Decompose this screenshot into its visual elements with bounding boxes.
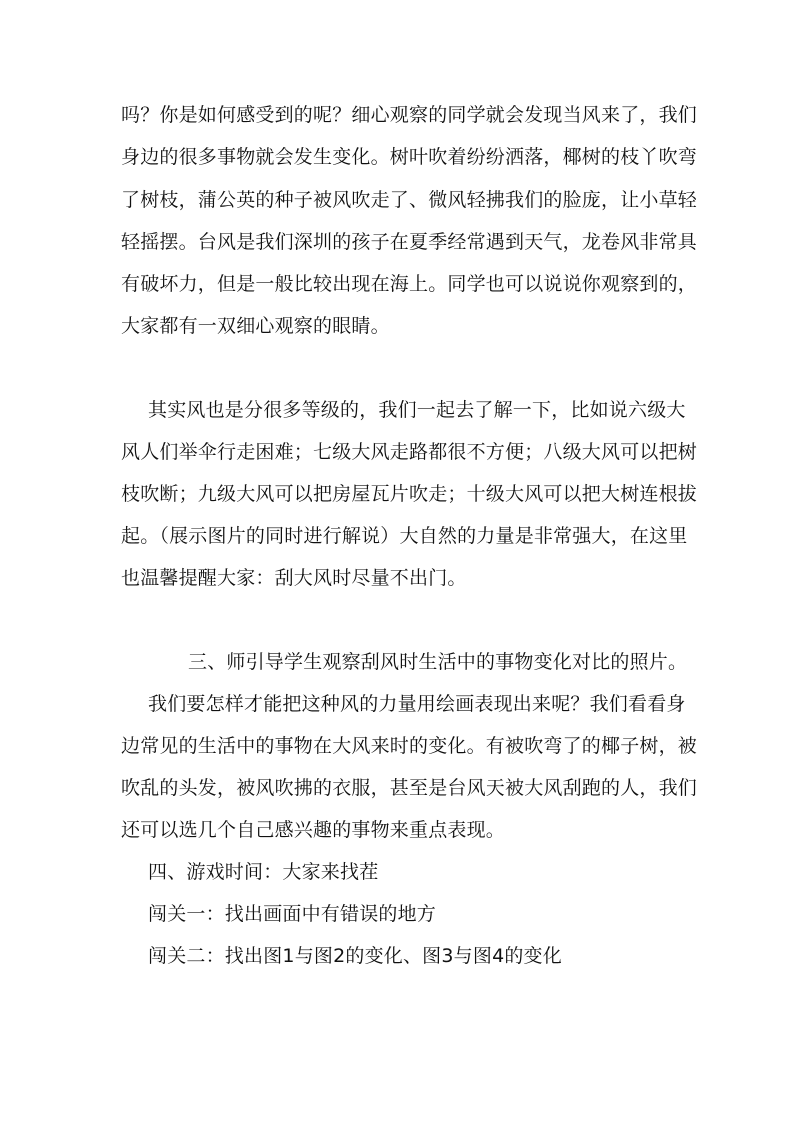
text-line: 身边的很多事物就会发生变化。树叶吹着纷纷洒落，椰树的枝丫吹弯 [121,146,698,168]
text-line: 我们要怎样才能把这种风的力量用绘画表现出来呢？我们看看身 [148,693,686,715]
text-line: 闯关一：找出画面中有错误的地方 [148,903,437,925]
text-line: 枝吹断；九级大风可以把房屋瓦片吹走；十级大风可以把大树连根拔 [121,483,698,505]
text-line: 了树枝，蒲公英的种子被风吹走了、微风轻拂我们的脸庞，让小草轻 [121,189,698,211]
text-line: 还可以选几个自己感兴趣的事物来重点表现。 [121,819,506,841]
text-line: 闯关二：找出图1与图2的变化、图3与图4的变化 [148,945,562,967]
text-line: 大家都有一双细心观察的眼睛。 [121,315,390,337]
text-line: 吹乱的头发，被风吹拂的衣服，甚至是台风天被大风刮跑的人，我们 [121,777,698,799]
text-line: 其实风也是分很多等级的，我们一起去了解一下，比如说六级大 [148,399,686,421]
text-line: 吗？你是如何感受到的呢？细心观察的同学就会发现当风来了，我们 [121,104,698,126]
text-line: 有破坏力，但是一般比较出现在海上。同学也可以说说你观察到的， [121,273,698,295]
text-line: 也温馨提醒大家：刮大风时尽量不出门。 [121,567,467,589]
section-heading: 四、游戏时间：大家来找茬 [148,861,379,883]
text-line: 风人们举伞行走困难；七级大风走路都很不方便；八级大风可以把树 [121,441,698,463]
text-line: 边常见的生活中的事物在大风来时的变化。有被吹弯了的椰子树，被 [121,735,698,757]
section-heading: 三、师引导学生观察刮风时生活中的事物变化对比的照片。 [188,651,688,673]
text-line: 轻摇摆。台风是我们深圳的孩子在夏季经常遇到天气，龙卷风非常具 [121,231,698,253]
text-line: 起。（展示图片的同时进行解说）大自然的力量是非常强大，在这里 [121,525,688,547]
